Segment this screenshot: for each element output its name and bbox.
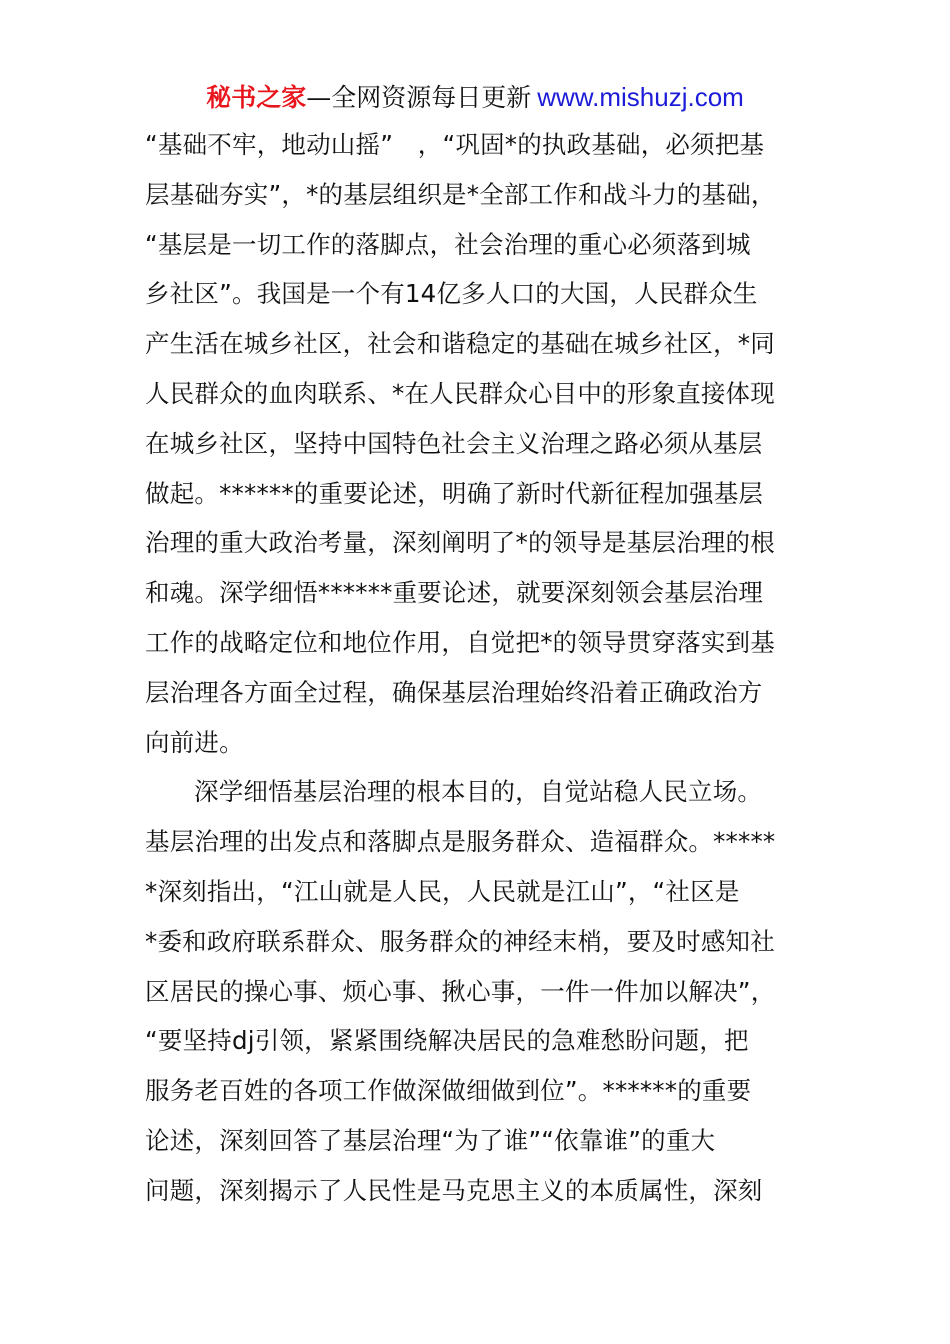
text-line: 治理的重大政治考量，深刻阐明了*的领导是基层治理的根	[145, 528, 775, 558]
text-line: *深刻指出，“江山就是人民，人民就是江山”，“社区是	[145, 876, 740, 906]
text-line: “基础不牢，地动山摇” ，“巩固*的执政基础，必须把基	[145, 130, 765, 159]
text-line: 基层治理的出发点和落脚点是服务群众、造福群众。*****	[145, 827, 776, 857]
text-line: 和魂。深学细悟******重要论述，就要深刻领会基层治理	[145, 578, 764, 608]
text-line: 人民群众的血肉联系、*在人民群众心目中的形象直接体现	[145, 378, 775, 408]
document-body	[145, 120, 805, 1216]
text-line: 做起。******的重要论述，明确了新时代新征程加强基层	[145, 478, 764, 508]
text-line: “要坚持dj引领，紧紧围绕解决居民的急难愁盼问题，把	[145, 1026, 749, 1056]
text-line: *委和政府联系群众、服务群众的神经末梢，要及时感知社	[145, 926, 775, 956]
text-line: 工作的战略定位和地位作用，自觉把*的领导贯穿落实到基	[145, 627, 775, 657]
text-line: 在城乡社区，坚持中国特色社会主义治理之路必须从基层	[145, 428, 763, 458]
text-line: 层治理各方面全过程，确保基层治理始终沿着正确政治方	[145, 677, 763, 707]
text-line: 向前进。	[145, 727, 244, 757]
text-line: 层基础夯实”，*的基层组织是*全部工作和战斗力的基础，	[145, 179, 776, 209]
text-line: 问题，深刻揭示了人民性是马克思主义的本质属性，深刻	[145, 1175, 763, 1205]
site-url-link[interactable]: www.mishuzj.com	[537, 82, 744, 112]
paragraph	[145, 120, 805, 767]
text-line: 服务老百姓的各项工作做深做细做到位”。******的重要	[145, 1076, 752, 1106]
text-line: 论述，深刻回答了基层治理“为了谁”“依靠谁”的重大	[145, 1125, 716, 1155]
text-line: 区居民的操心事、烦心事、揪心事，一件一件加以解决”，	[145, 976, 776, 1006]
site-header	[0, 80, 950, 115]
text-line: 产生活在城乡社区，社会和谐稳定的基础在城乡社区，*同	[145, 329, 775, 359]
paragraph	[145, 767, 805, 1215]
header-dash: —	[306, 83, 332, 112]
text-line-indented: 深学细悟基层治理的根本目的，自觉站稳人民立场。	[194, 777, 763, 807]
header-tagline: 全网资源每日更新	[331, 83, 532, 112]
text-line: 乡社区”。我国是一个有14亿多人口的大国，人民群众生	[145, 279, 758, 309]
brand-name: 秘书之家	[206, 83, 307, 112]
text-line: “基层是一切工作的落脚点，社会治理的重心必须落到城	[145, 229, 751, 259]
